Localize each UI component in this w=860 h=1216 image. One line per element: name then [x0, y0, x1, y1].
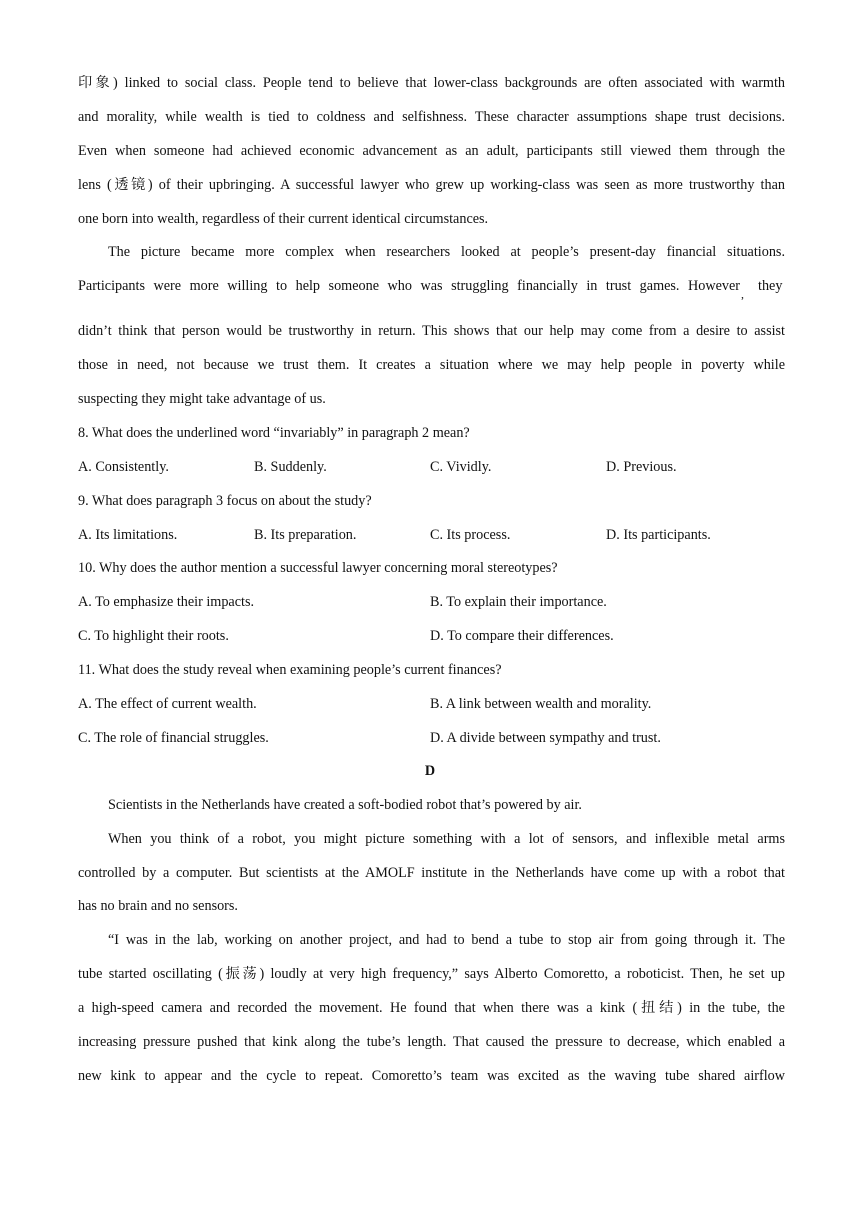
question-8-option-c: C. Vividly. — [430, 459, 492, 475]
passage-c-p1-line-2: and morality, while wealth is tied to coldness and selfishness. These character assumptions shape trust decisions. — [78, 109, 785, 125]
passage-d-p2-line-2: controlled by a computer. But scientists at the AMOLF institute in the Netherlands have come up with a robot that — [78, 865, 785, 881]
question-9-option-b: B. Its preparation. — [254, 527, 357, 543]
question-10-option-a: A. To emphasize their impacts. — [78, 594, 255, 610]
passage-d-p3-line-2: tube started oscillating (振荡) loudly at very high frequency,” says Alberto Comoretto, a roboticist. Then, he set up — [78, 966, 785, 982]
question-11-option-d: D. A divide between sympathy and trust. — [430, 730, 661, 746]
question-10-option-b: B. To explain their importance. — [430, 594, 607, 610]
question-11-stem: 11. What does the study reveal when examining people’s current finances? — [78, 662, 502, 678]
passage-c-p2-line-1: The picture became more complex when researchers looked at people’s present-day financial situations. — [108, 244, 785, 260]
passage-d-p3-line-5: new kink to appear and the cycle to repeat. Comoretto’s team was excited as the waving tube shared airflow — [78, 1068, 785, 1084]
passage-c-p2-line-3: didn’t think that person would be trustworthy in return. This shows that our help may come from a desire to assist — [78, 323, 785, 339]
passage-c-p2-word-they: they — [758, 278, 783, 294]
question-10-option-c: C. To highlight their roots. — [78, 628, 229, 644]
passage-c-p1-line-1: 印象) linked to social class. People tend to believe that lower-class backgrounds are often associated with warmth — [78, 75, 785, 91]
question-8-stem: 8. What does the underlined word “invariably” in paragraph 2 mean? — [78, 425, 470, 441]
passage-d-p2-line-1: When you think of a robot, you might picture something with a lot of sensors, and inflexible metal arms — [108, 831, 785, 847]
passage-d-p3-line-4: increasing pressure pushed that kink along the tube’s length. That caused the pressure to decrease, which enabled a — [78, 1034, 785, 1050]
passage-d-p2-line-3: has no brain and no sensors. — [78, 898, 238, 914]
passage-d-heading: D — [424, 763, 436, 779]
question-11-option-b: B. A link between wealth and morality. — [430, 696, 652, 712]
passage-c-p1-line-3: Even when someone had achieved economic advancement as an adult, participants still viewed them through the — [78, 143, 785, 159]
question-8-option-a: A. Consistently. — [78, 459, 169, 475]
question-8-option-b: B. Suddenly. — [254, 459, 327, 475]
question-9-option-d: D. Its participants. — [606, 527, 711, 543]
passage-d-p3-line-3: a high-speed camera and recorded the movement. He found that when there was a kink (扭结) in the tube, the — [78, 1000, 785, 1016]
passage-c-p2-line-5: suspecting they might take advantage of us. — [78, 391, 326, 407]
question-11-option-a: A. The effect of current wealth. — [78, 696, 257, 712]
question-9-option-a: A. Its limitations. — [78, 527, 178, 543]
passage-c-p1-line-4: lens (透镜) of their upbringing. A successful lawyer who grew up working-class was seen as more trustworthy than — [78, 177, 785, 193]
passage-c-p2-line-4: those in need, not because we trust them. It creates a situation where we may help people in poverty while — [78, 357, 785, 373]
question-10-stem: 10. Why does the author mention a successful lawyer concerning moral stereotypes? — [78, 560, 558, 576]
question-10-option-d: D. To compare their differences. — [430, 628, 614, 644]
question-9-stem: 9. What does paragraph 3 focus on about the study? — [78, 493, 372, 509]
question-9-option-c: C. Its process. — [430, 527, 511, 543]
passage-d-p1-line-1: Scientists in the Netherlands have created a soft-bodied robot that’s powered by air. — [108, 797, 582, 813]
question-8-option-d: D. Previous. — [606, 459, 677, 475]
passage-c-p1-line-5: one born into wealth, regardless of their current identical circumstances. — [78, 211, 489, 227]
stray-comma: , — [741, 287, 744, 301]
question-11-option-c: C. The role of financial struggles. — [78, 730, 269, 746]
passage-d-p3-line-1: “I was in the lab, working on another project, and had to bend a tube to stop air from going through it. The — [108, 932, 785, 948]
passage-c-p2-line-2: Participants were more willing to help someone who was struggling financially in trust games. However — [78, 278, 740, 294]
